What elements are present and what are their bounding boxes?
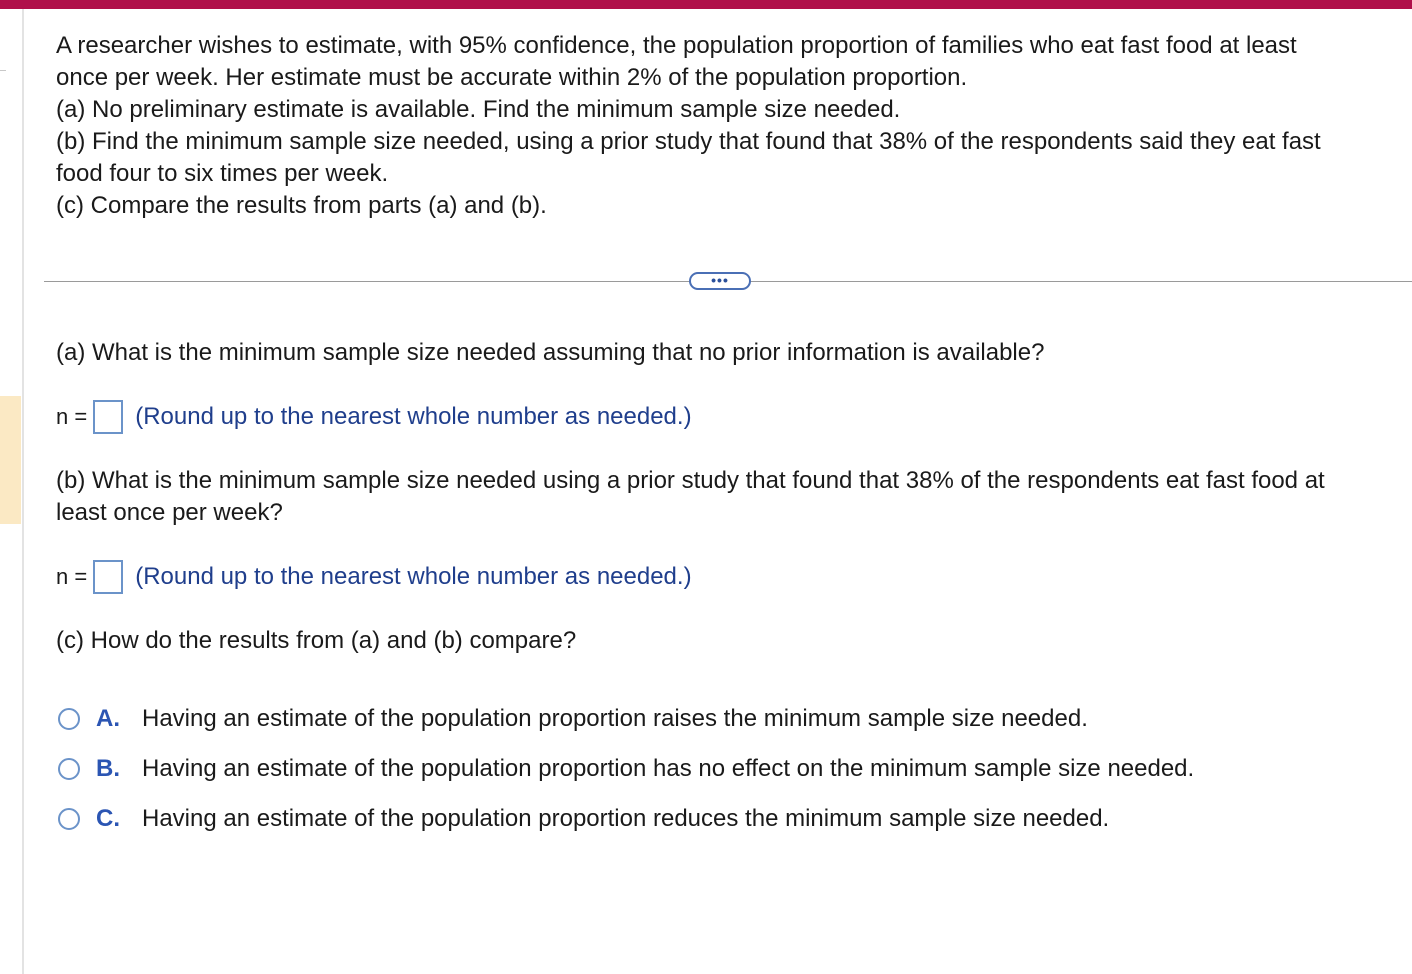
more-button[interactable]	[689, 272, 751, 290]
question-text	[56, 30, 1412, 222]
option-letter: B.	[96, 755, 120, 782]
part-a-prompt: (a) What is the minimum sample size needed assuming that no prior information is available?	[56, 339, 1045, 366]
part-b-prompt-cont: least once per week?	[56, 499, 283, 526]
part-c-prompt: (c) How do the results from (a) and (b) compare?	[56, 627, 577, 654]
left-divider	[22, 9, 24, 974]
option-text: Having an estimate of the population proportion reduces the minimum sample size needed.	[142, 805, 1110, 832]
option-c[interactable]	[58, 803, 1109, 835]
radio-icon[interactable]	[58, 708, 80, 730]
part-a-answer-input[interactable]	[93, 400, 123, 434]
radio-icon[interactable]	[58, 808, 80, 830]
question-line: (a) No preliminary estimate is available. Find the minimum sample size needed.	[56, 96, 901, 123]
part-b-hint: (Round up to the nearest whole number as needed.)	[135, 563, 692, 590]
more-icon: •••	[711, 272, 729, 288]
part-b-answer-row	[56, 557, 692, 597]
option-letter: C.	[96, 805, 120, 832]
part-b-prompt: (b) What is the minimum sample size needed using a prior study that found that 38% of the respondents eat fast food at	[56, 467, 1325, 494]
option-letter: A.	[96, 705, 120, 732]
question-line: once per week. Her estimate must be accurate within 2% of the population proportion.	[56, 64, 968, 91]
left-tick	[0, 70, 6, 71]
option-a[interactable]	[58, 703, 1088, 735]
top-accent-bar	[0, 0, 1412, 9]
question-line: (b) Find the minimum sample size needed, using a prior study that found that 38% of the respondents said they eat fast	[56, 128, 1321, 155]
radio-icon[interactable]	[58, 758, 80, 780]
current-part-indicator	[0, 396, 21, 524]
part-a-n-label: n =	[56, 404, 88, 429]
question-line: (c) Compare the results from parts (a) and (b).	[56, 192, 547, 219]
question-line: A researcher wishes to estimate, with 95% confidence, the population proportion of families who eat fast food at least	[56, 32, 1297, 59]
option-text: Having an estimate of the population proportion raises the minimum sample size needed.	[142, 705, 1088, 732]
option-text: Having an estimate of the population proportion has no effect on the minimum sample size needed.	[142, 755, 1195, 782]
option-b[interactable]	[58, 753, 1194, 785]
part-b-answer-input[interactable]	[93, 560, 123, 594]
part-a-answer-row	[56, 397, 692, 437]
part-b-n-label: n =	[56, 564, 88, 589]
part-a-hint: (Round up to the nearest whole number as needed.)	[135, 403, 692, 430]
question-line: food four to six times per week.	[56, 160, 389, 187]
